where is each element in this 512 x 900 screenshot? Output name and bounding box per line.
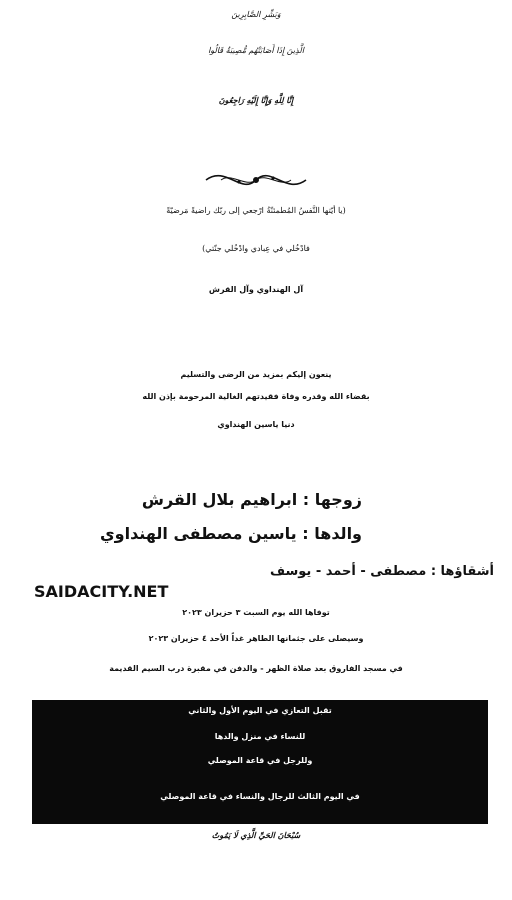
mourning-line-1: ينعون إليكم بمزيد من الرضى والتسليم — [180, 370, 332, 379]
siblings-line: أشقاؤها : مصطفى - أحمد - يوسف — [270, 564, 494, 579]
quran-verse-sub: الَّذِينَ إِذَا أَصَابَتْهُم مُّصِيبَةٌ قَالُوا — [208, 46, 304, 55]
husband-line: زوجها : ابراهيم بلال القرش — [141, 490, 362, 509]
father-line: والدها : ياسين مصطفى الهنداوي — [99, 524, 362, 543]
death-date-line: توفاها الله يوم السبت ٣ حزيران ٢٠٢٣ — [182, 608, 330, 617]
condolences-line-1: تقبل التعازي في اليوم الأول والثاني — [188, 706, 332, 715]
deceased-name: دنيا ياسين الهنداوي — [217, 420, 295, 429]
verse-line-1: (يا أيّتها النَّفسُ المُطمئنّةُ ارْجعي إلى ربّك راضيةً مَرضيّةً — [166, 206, 346, 215]
condolences-line-3: وللرجل في قاعة الموصلي — [207, 756, 313, 765]
ornament-flourish-icon — [201, 160, 311, 200]
mourning-line-2: بقضاء الله وقدره وفاة فقيدتهم الغالية المرحومة بإذن الله — [142, 392, 370, 401]
condolences-line-2: للنساء في منزل والدها — [214, 732, 306, 741]
calligraphy-inna-lillah: إِنَّا لِلَّهِ وَإِنَّا إِلَيْهِ رَاجِعُونَ — [218, 95, 294, 105]
footer-calligraphy: سُبْحَانَ الحَيِّ الَّذِي لَا يَمُوتُ — [211, 830, 301, 840]
burial-location-line: في مسجد الفاروق بعد صلاة الظهر - والدفن في مقبرة درب السيم القديمة — [109, 664, 403, 673]
family-names-title: آل الهنداوي وآل القرش — [208, 285, 304, 294]
quran-verse-top: وَبَشِّرِ الصَّابِرِينَ — [231, 10, 281, 19]
condolences-line-4: في اليوم الثالث للرجال والنساء في قاعة الموصلي — [160, 792, 360, 801]
verse-line-2: فادْخُلي في عِبادي وادْخُلي جنّتي) — [202, 244, 310, 253]
funeral-prayer-line: وسيصلى على جثمانها الطاهر غداً الأحد ٤ حزيران ٢٠٢٣ — [148, 634, 364, 643]
watermark: SAIDACITY.NET — [34, 582, 169, 601]
